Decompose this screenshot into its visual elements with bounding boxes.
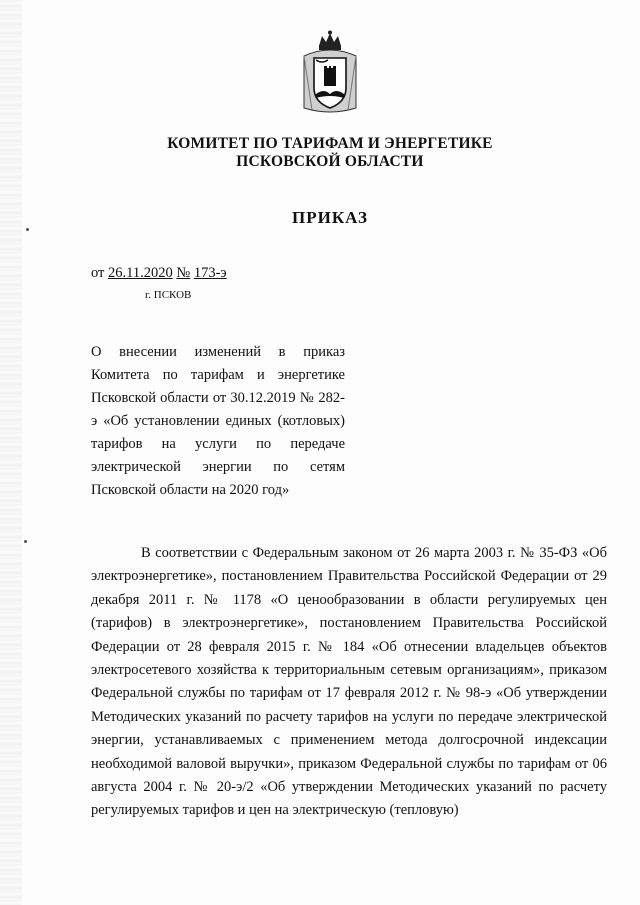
header-line-1: КОМИТЕТ ПО ТАРИФАМ И ЭНЕРГЕТИКЕ <box>167 135 493 152</box>
scan-dot <box>26 228 29 231</box>
committee-header <box>160 135 500 171</box>
order-title: ПРИКАЗ <box>292 208 368 227</box>
scan-edge-noise <box>0 0 22 905</box>
order-date-line <box>91 265 227 282</box>
order-number: 173-э <box>193 265 227 281</box>
order-number-sign: № <box>176 265 191 281</box>
order-city: г. ПСКОВ <box>145 289 192 301</box>
order-date-prefix: от <box>91 265 105 281</box>
scan-dot <box>24 540 27 543</box>
order-body-paragraph: В соответствии с Федеральным законом от 26 марта 2003 г. № 35-ФЗ «Об электроэнергетике», постановлением Правительства Российской Федерации от 29 декабря 2011 г. № 1178 «О ценообразовании в области регулируемых цен (тарифов) в электроэнергетике», постановлением Правительства Российской Федерации от 28 февраля 2015 г. № 184 «Об отнесении владельцев объектов электросетевого хозяйства к территориальным сетевым организациям», приказом Федеральной службы по тарифам от 17 февраля 2012 г. № 98-э «Об утверждении Методических указаний по расчету тарифов на услуги по передаче электрической энергии, устанавливаемых с применением метода долгосрочной индексации необходимой валовой выручки», приказом Федеральной службы по тарифам от 06 августа 2004 г. № 20-э/2 «Об утверждении Методических указаний по расчету регулируемых тарифов и цен на электрическую (тепловую) <box>91 545 607 819</box>
order-date: 26.11.2020 <box>108 265 173 281</box>
coat-of-arms-icon <box>300 30 360 116</box>
order-subject: О внесении изменений в приказ Комитета по тарифам и энергетике Псковской области от 30.12.2019 № 282-э «Об установлении единых (котловых) тарифов на услуги по передаче электрической энергии по сетям Псковской области на 2020 год» <box>91 344 345 498</box>
header-line-2: ПСКОВСКОЙ ОБЛАСТИ <box>236 153 424 170</box>
